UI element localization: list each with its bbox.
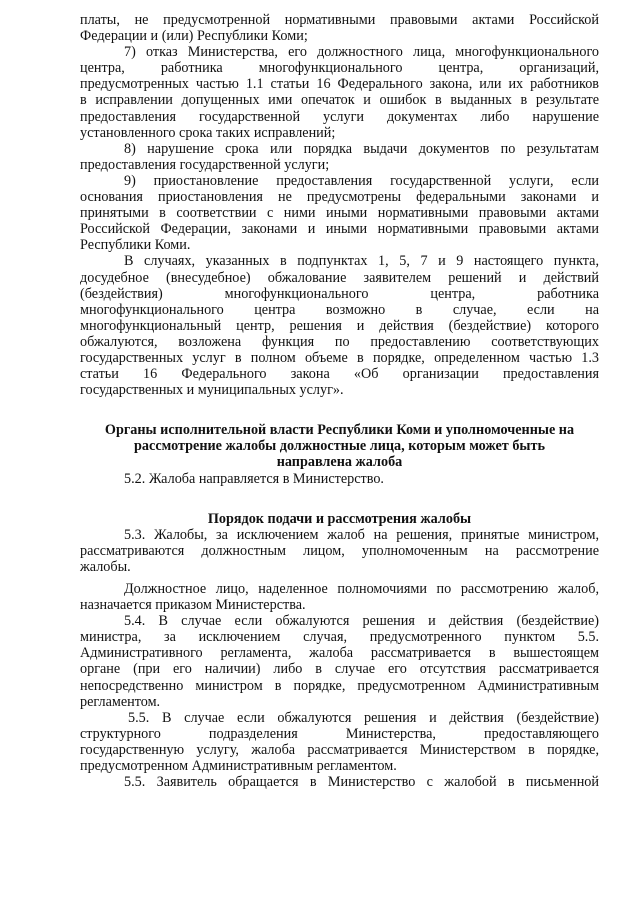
spacer [80, 412, 599, 422]
paragraph-5-4 [80, 613, 599, 629]
paragraph-cases-body [80, 334, 599, 350]
text-line: 5.3. Жалобы, за исключением жалоб на решения, принятые министром, [124, 526, 599, 543]
paragraph-5-3 [80, 527, 599, 543]
paragraph-cases-body [80, 350, 599, 366]
paragraph-item-8-end [80, 157, 599, 173]
text-line: 7) отказ Министерства, его должностного лица, многофункционального [124, 44, 599, 61]
text-line: органе (при его наличии) либо в случае его отсутствия рассматривается [80, 661, 599, 678]
text-line: Административного регламента, жалоба рассматривается в вышестоящем [80, 645, 599, 662]
text-line: (бездействия) многофункционального центра, работника [80, 285, 599, 302]
text-line: 5.2. Жалоба направляется в Министерство. [124, 470, 384, 487]
spacer [80, 501, 599, 511]
paragraph-item-8 [80, 141, 599, 157]
text-line: предоставления государственной услуги; [80, 156, 330, 173]
paragraph-cases-body [80, 270, 599, 286]
section-heading-authorities [80, 422, 599, 470]
text-line: рассматриваются должностным лицом, уполномоченным на рассмотрение [80, 542, 599, 559]
paragraph-item-7-body [80, 109, 599, 125]
text-line: многофункциональный центр, решения и действия (бездействие) которого [80, 317, 599, 334]
paragraph-item-9 [80, 173, 599, 189]
paragraph-5-5-applicant [80, 774, 599, 790]
paragraph-cases-end [80, 382, 599, 398]
text-line: непосредственно министром в порядке, предусмотренном Административным [80, 677, 599, 694]
paragraph-cases-body [80, 366, 599, 382]
text-line: 9) приостановление предоставления государственной услуги, если [124, 172, 599, 189]
paragraph-5-3-body [80, 543, 599, 559]
paragraph-item-7-body [80, 92, 599, 108]
text-line: государственную услугу, жалоба рассматривается Министерством в порядке, [80, 741, 599, 758]
paragraph-5-4-body [80, 678, 599, 694]
text-line: обжалуются, возложена функция по предоставлению соответствующих [80, 333, 599, 350]
text-line: Республики Коми. [80, 237, 191, 254]
text-line: назначается приказом Министерства. [80, 597, 306, 614]
text-line: государственных и муниципальных услуг». [80, 382, 344, 399]
paragraph-item-7-body [80, 76, 599, 92]
paragraph-cases-body [80, 318, 599, 334]
paragraph-item-9-body [80, 205, 599, 221]
text-line: структурного подразделения Министерства, предоставляющего [80, 725, 599, 742]
paragraph-payment-clause-end [80, 28, 599, 44]
text-line: установленного срока таких исправлений; [80, 124, 336, 141]
paragraph-item-7-body [80, 60, 599, 76]
heading-line: направлена жалоба [276, 454, 403, 471]
paragraph-5-5-body [80, 742, 599, 758]
text-line: жалобы. [80, 558, 131, 575]
text-line: принятыми в соответствии с ними иными нормативными правовыми актами [80, 205, 599, 222]
paragraph-cases-body [80, 286, 599, 302]
document-page [80, 12, 599, 790]
paragraph-item-7-end [80, 125, 599, 141]
text-line: 5.5. В случае если обжалуются решения и действия (бездействие) [128, 709, 599, 726]
text-line: платы, не предусмотренной нормативными правовыми актами Российской [80, 12, 599, 28]
paragraph-5-5-end [80, 758, 599, 774]
paragraph-5-2 [80, 471, 599, 487]
text-line: центра, работника многофункционального центра, организаций, [80, 60, 599, 77]
paragraph-item-9-body [80, 189, 599, 205]
text-line: Федерации и (или) Республики Коми; [80, 28, 308, 45]
paragraph-5-4-body [80, 645, 599, 661]
paragraph-5-5-body [80, 726, 599, 742]
paragraph-payment-clause [80, 12, 599, 28]
paragraph-5-4-end [80, 694, 599, 710]
text-line: Российской Федерации, законами и иными нормативными правовыми актами [80, 221, 599, 238]
text-line: Должностное лицо, наделенное полномочиями по рассмотрению жалоб, [124, 581, 599, 597]
paragraph-5-4-body [80, 661, 599, 677]
text-line: регламентом. [80, 693, 161, 710]
paragraph-item-9-body [80, 221, 599, 237]
section-heading-procedure [80, 511, 599, 527]
text-line: министра, за исключением случая, предусмотренного пунктом 5.5. [80, 629, 599, 646]
text-line: основания приостановления не предусмотрены федеральными законами и [80, 189, 599, 206]
paragraph-5-4-body [80, 629, 599, 645]
text-line: 5.4. В случае если обжалуются решения и действия (бездействие) [124, 613, 599, 630]
text-line: 8) нарушение срока или порядка выдачи документов по результатам [124, 140, 599, 157]
paragraph-item-9-end [80, 237, 599, 253]
paragraph-5-5 [80, 710, 599, 726]
text-line: статьи 16 Федерального закона «Об организации предоставления [80, 366, 599, 383]
text-line: предусмотренном Административным регламентом. [80, 758, 397, 775]
paragraph-official [80, 581, 599, 597]
heading-line: Порядок подачи и рассмотрения жалобы [207, 510, 472, 527]
paragraph-item-7 [80, 44, 599, 60]
paragraph-5-3-end [80, 559, 599, 575]
heading-line: Органы исполнительной власти Республики Коми и уполномоченные на [104, 422, 575, 439]
text-line: предусмотренных частью 1.1 статьи 16 Федерального закона, или их работников [80, 76, 599, 93]
text-line: предоставления государственной услуги документах либо нарушение [80, 108, 599, 125]
text-line: В случаях, указанных в подпунктах 1, 5, 7 и 9 настоящего пункта, [124, 253, 599, 270]
spacer [80, 398, 599, 412]
spacer [80, 487, 599, 501]
text-line: в исправлении допущенных ими опечаток и ошибок в выданных в результате [80, 92, 599, 109]
paragraph-cases [80, 253, 599, 269]
text-line: досудебное (внесудебное) обжалование заявителем решений и действий [80, 269, 599, 286]
paragraph-cases-body [80, 302, 599, 318]
text-line: государственных услуг в полном объеме в порядке, определенном частью 1.3 [80, 349, 599, 366]
text-line: многофункционального центра возможно в случае, если на [80, 301, 599, 318]
text-line: 5.5. Заявитель обращается в Министерство с жалобой в письменной [124, 774, 599, 791]
paragraph-official-end [80, 597, 599, 613]
heading-line: рассмотрение жалобы должностные лица, которым может быть [134, 438, 545, 455]
